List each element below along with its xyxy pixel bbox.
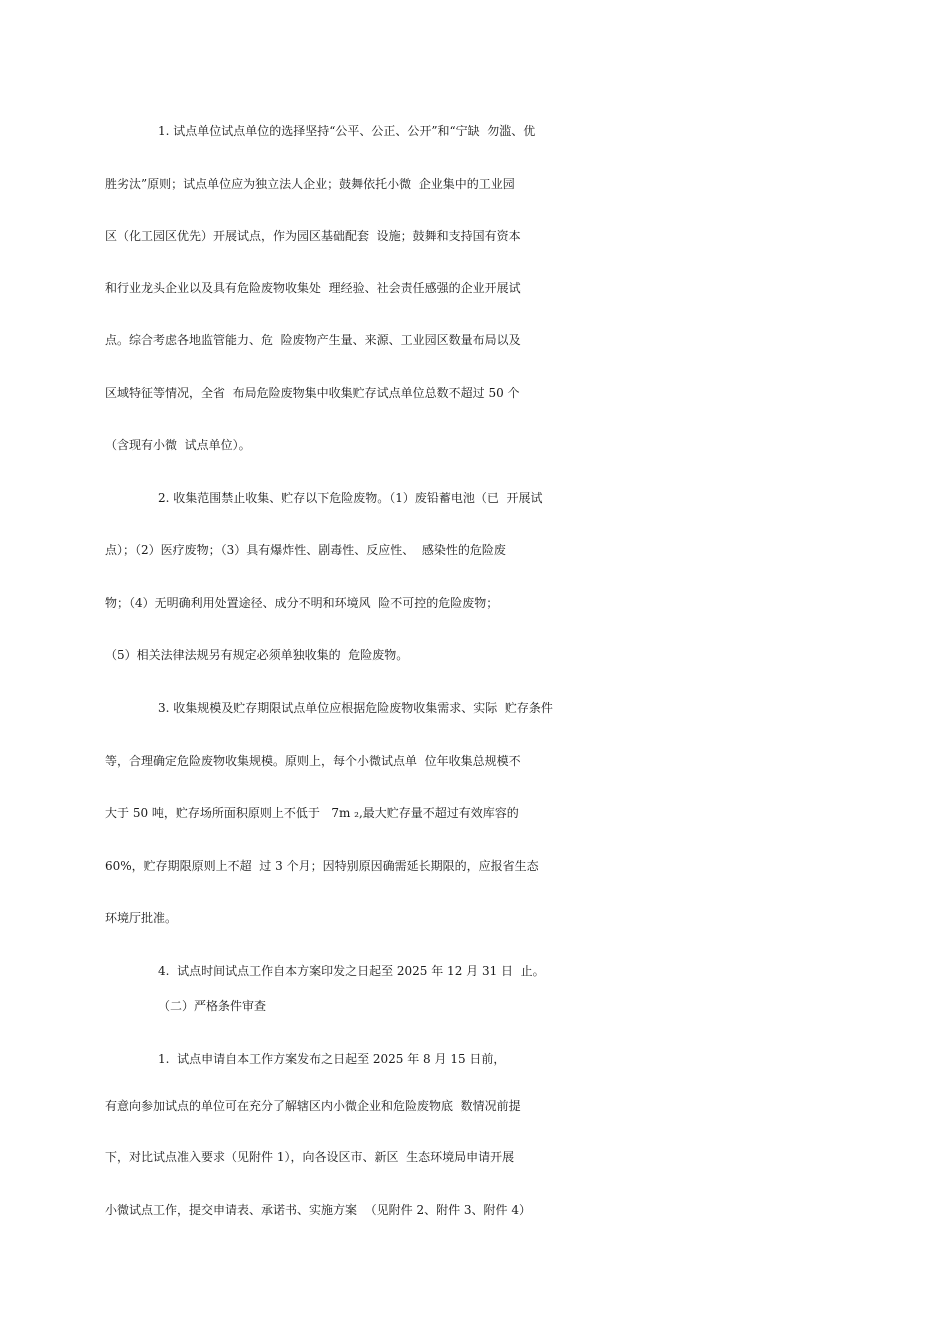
section-heading: （二）严格条件审查 (158, 999, 267, 1013)
paragraph-3-line-4: 60%，贮存期限原则上不超 过 3 个月；因特别原因确需延长期限的，应报省生态 (105, 859, 539, 873)
paragraph-5-line-1: 1. 试点申请自本工作方案发布之日起至 2025 年 8 月 15 日前， (158, 1052, 506, 1066)
paragraph-2-line-4: （5）相关法律法规另有规定必须单独收集的 危险废物。 (105, 648, 409, 662)
paragraph-3-line-5: 环境厅批准。 (105, 911, 178, 925)
paragraph-1-line-7: （含现有小微 试点单位）。 (105, 438, 251, 452)
paragraph-2-line-2: 点）；（2）医疗废物；（3）具有爆炸性、剧毒性、反应性、 感染性的危险废 (105, 543, 506, 557)
paragraph-5-line-4: 小微试点工作，提交申请表、承诺书、实施方案 （见附件 2、附件 3、附件 4） (105, 1203, 531, 1217)
paragraph-1-line-4: 和行业龙头企业以及具有危险废物收集处 理经验、社会责任感强的企业开展试 (105, 281, 521, 295)
paragraph-1-line-3: 区（化工园区优先）开展试点，作为园区基础配套 设施；鼓舞和支持国有资本 (105, 229, 521, 243)
paragraph-1-line-1: 1. 试点单位试点单位的选择坚持“公平、公正、公开”和“宁缺 勿滥、优 (158, 124, 536, 138)
paragraph-5-line-2: 有意向参加试点的单位可在充分了解辖区内小微企业和危险废物底 数情况前提 (105, 1099, 521, 1113)
paragraph-1-line-2: 胜劣汰”原则；试点单位应为独立法人企业；鼓舞依托小微 企业集中的工业园 (105, 177, 515, 191)
paragraph-2-line-3: 物；（4）无明确利用处置途径、成分不明和环境风 险不可控的危险废物； (105, 596, 499, 610)
paragraph-3-line-2: 等，合理确定危险废物收集规模。原则上，每个小微试点单 位年收集总规模不 (105, 754, 521, 768)
paragraph-5-line-3: 下，对比试点准入要求（见附件 1），向各设区市、新区 生态环境局申请开展 (105, 1150, 515, 1164)
paragraph-1-line-5: 点。综合考虑各地监管能力、危 险废物产生量、来源、工业园区数量布局以及 (105, 333, 521, 347)
paragraph-3-line-1: 3. 收集规模及贮存期限试点单位应根据危险废物收集需求、实际 贮存条件 (158, 701, 553, 715)
paragraph-1-line-6: 区域特征等情况，全省 布局危险废物集中收集贮存试点单位总数不超过 50 个 (105, 386, 520, 400)
paragraph-3-line-3: 大于 50 吨，贮存场所面积原则上不低于 7m ₂,最大贮存量不超过有效库容的 (105, 806, 519, 820)
paragraph-2-line-1: 2. 收集范围禁止收集、贮存以下危险废物。（1）废铅蓄电池（已 开展试 (158, 491, 543, 505)
paragraph-4-line-1: 4. 试点时间试点工作自本方案印发之日起至 2025 年 12 月 31 日 止。 (158, 964, 545, 978)
